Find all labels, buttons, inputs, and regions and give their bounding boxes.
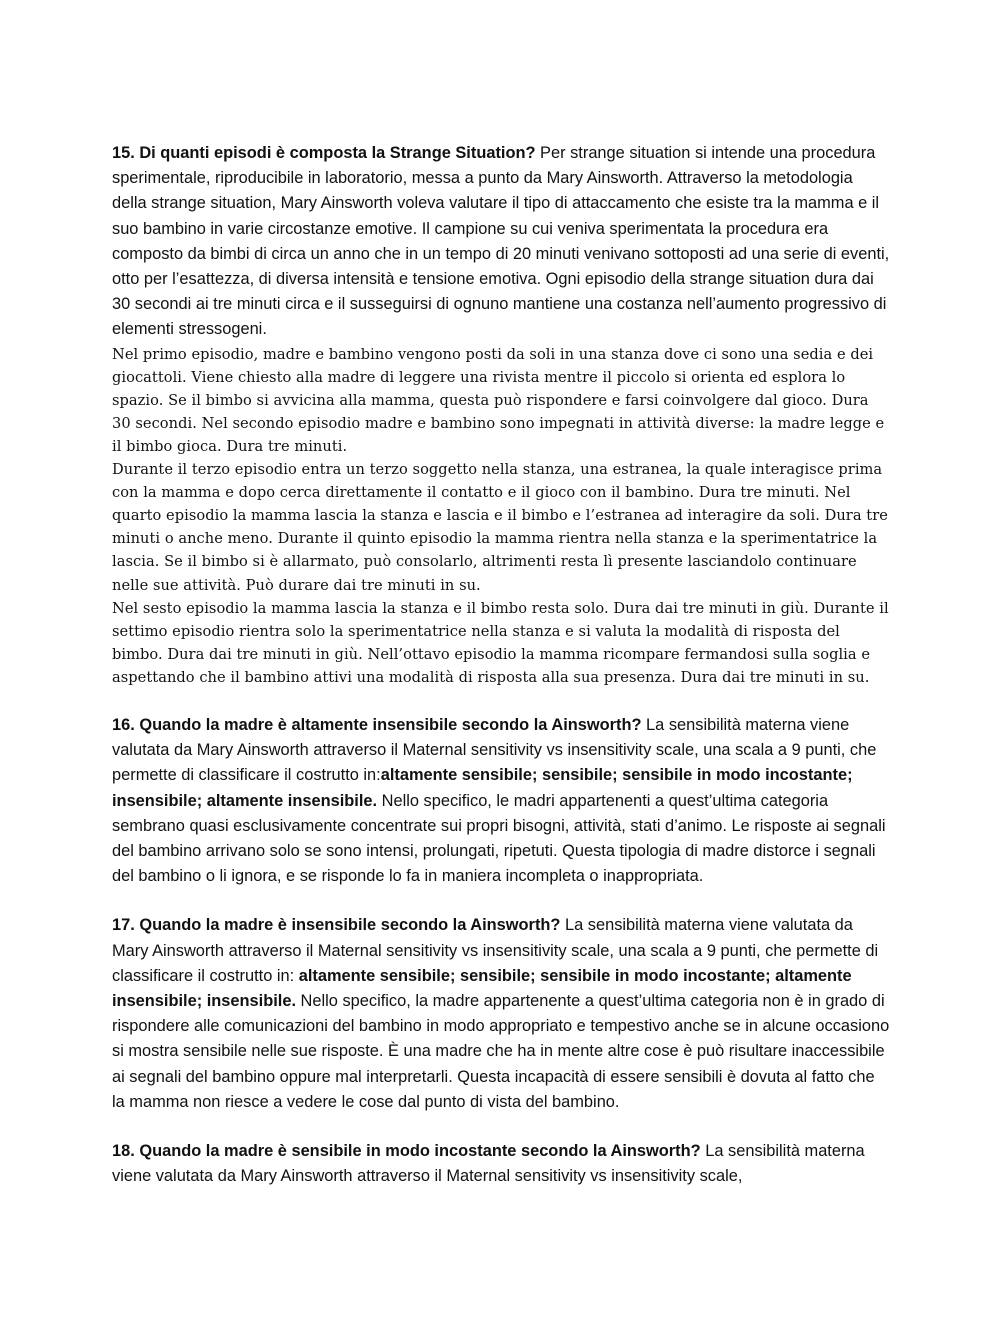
question-17-text-a: La sensibilità materna viene valutata da Mary Ainsworth attraverso il Maternal sensitivity vs insensitivity scale, una scala a 9 punti, che permette di classificare il costrutto in: <box>112 916 879 985</box>
question-16-title: 16. Quando la madre è altamente insensibile secondo la Ainsworth? <box>112 716 642 735</box>
question-16-text-a: La sensibilità materna viene valutata da Mary Ainsworth attraverso il Maternal sensitivity vs insensitivity scale, una scala a 9 punti, che permette di classificare il costrutto in: <box>112 716 877 785</box>
question-18-title: 18. Quando la madre è sensibile in modo incostante secondo la Ainsworth? <box>112 1142 701 1161</box>
document-page <box>112 141 890 1189</box>
spacer <box>112 889 890 913</box>
question-17-text-b: Nello specifico, la madre appartenente a quest’ultima categoria non è in grado di rispondere alle comunicazioni del bambino in modo appropriato e tempestivo anche se in alcune occasiono si mostra sensibile nelle sue risposte. È una madre che ha in mente altre cose è può risultare inaccessibile ai segnali del bambino oppure mal interpretarli. Questa incapacità di essere sensibili è dovuta al fatto che la mamma non riesce a vedere le cose dal punto di vista del bambino. <box>112 992 890 1111</box>
question-17 <box>112 913 890 1115</box>
question-16-scale-categories: altamente sensibile; sensibile; sensibile in modo incostante; insensibile; altamente insensibile. <box>112 766 853 810</box>
question-18-text-a: La sensibilità materna viene valutata da Mary Ainsworth attraverso il Maternal sensitivity vs insensitivity scale, <box>112 1142 865 1186</box>
question-15-intro-text: Per strange situation si intende una procedura sperimentale, riproducibile in laboratorio, messa a punto da Mary Ainsworth. Attraverso la metodologia della strange situation, Mary Ainsworth voleva valutare il tipo di attaccamento che esiste tra la mamma e il suo bambino in varie circostanze emotive. Il campione su cui veniva sperimentata la procedura era composto da bimbi di circa un anno che in un tempo di 20 minuti venivano sottoposti ad una serie di eventi, otto per l’esattezza, di diversa intensità e tensione emotiva. Ogni episodio della strange situation dura dai 30 secondi ai tre minuti circa e il susseguirsi di ognuno mantiene una costanza nell’aumento progressivo di elementi stressogeni. <box>112 144 890 339</box>
question-15-intro <box>112 141 890 343</box>
question-15-title: 15. Di quanti episodi è composta la Strange Situation? <box>112 144 536 162</box>
spacer <box>112 689 890 713</box>
question-16 <box>112 713 890 889</box>
question-15-paragraph-3: Nel sesto episodio la mamma lascia la stanza e il bimbo resta solo. Dura dai tre minuti in giù. Durante il settimo episodio rientra solo la sperimentatrice nella stanza e si valuta la modalità di risposta del bimbo. Dura dai tre minuti in giù. Nell’ottavo episodio la mamma ricompare fermandosi sulla soglia e aspettando che il bambino attivi una modalità di risposta alla sua presenza. Dura dai tre minuti in su. <box>112 599 889 686</box>
question-17-title: 17. Quando la madre è insensibile secondo la Ainsworth? <box>112 916 561 935</box>
question-17-scale-categories: altamente sensibile; sensibile; sensibile in modo incostante; altamente insensibile; insensibile. <box>112 966 852 1011</box>
question-16-text-b: Nello specifico, le madri appartenenti a quest’ultima categoria sembrano quasi esclusivamente concentrate sui propri bisogni, attività, stati d’animo. Le risposte ai segnali del bambino arrivano solo se sono intensi, prolungati, ripetuti. Questa tipologia di madre distorce i segnali del bambino o li ignora, e se risponde lo fa in maniera incompleta o inappropriata. <box>112 791 886 886</box>
spacer <box>112 1115 890 1139</box>
question-15-paragraph-2: Durante il terzo episodio entra un terzo soggetto nella stanza, una estranea, la quale interagisce prima con la mamma e dopo cerca direttamente il contatto e il gioco con il bambino. Dura tre minuti. Nel quarto episodio la mamma lascia la stanza e lascia e il bimbo e l’estranea ad interagire da soli. Dura tre minuti o anche meno. Durante il quinto episodio la mamma rientra nella stanza e la sperimentatrice la lascia. Se il bimbo si è allarmato, può consolarlo, altrimenti resta lì presente lasciandolo continuare nelle sue attività. Può durare dai tre minuti in su. <box>112 461 888 594</box>
question-15-paragraph-1: Nel primo episodio, madre e bambino vengono posti da soli in una stanza dove ci sono una sedia e dei giocattoli. Viene chiesto alla madre di leggere una rivista mentre il piccolo si orienta ed esplora lo spazio. Se il bimbo si avvicina alla mamma, questa può rispondere e farsi coinvolgere dal gioco. Dura 30 secondi. Nel secondo episodio madre e bambino sono impegnati in attività diverse: la madre legge e il bimbo gioca. Dura tre minuti. <box>112 345 885 455</box>
question-18 <box>112 1139 890 1189</box>
